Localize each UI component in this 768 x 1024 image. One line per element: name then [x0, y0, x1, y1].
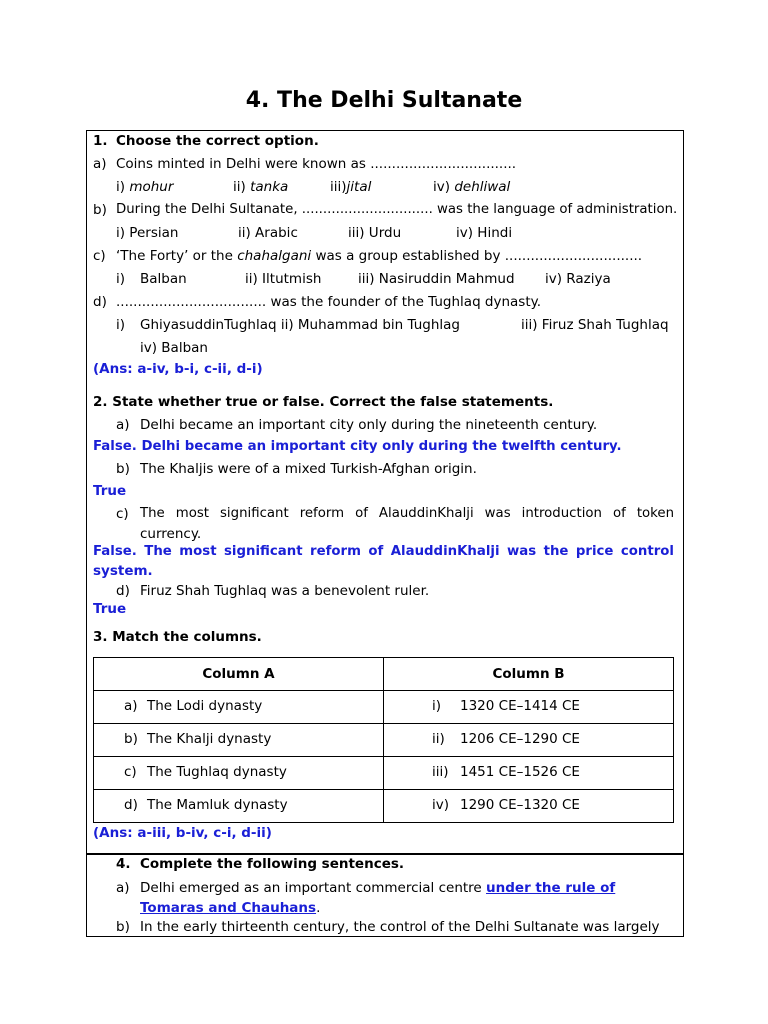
q1b-option-4: iv) Hindi	[456, 225, 513, 241]
q1b-text: During the Delhi Sultanate, ............................... was the language of administration.	[116, 202, 678, 217]
row-b-label: b)	[124, 731, 138, 747]
q1a-option-4: iv) dehliwal	[433, 179, 511, 195]
q4a-answer-line2: Tomaras and Chauhans	[140, 900, 317, 916]
q2a-text: Delhi became an important city only during the nineteenth century.	[140, 417, 598, 433]
q1a-label: a)	[93, 156, 107, 172]
q4b-text: In the early thirteenth century, the control of the Delhi Sultanate was largely	[140, 919, 660, 935]
row-d-label: d)	[124, 797, 138, 813]
q1c-option-1: Balban	[140, 271, 187, 287]
row-b-dynasty: The Khalji dynasty	[147, 731, 272, 747]
q4-heading: Complete the following sentences.	[140, 856, 405, 872]
q2-heading: 2. State whether true or false. Correct the false statements.	[93, 394, 554, 410]
q2b-label: b)	[116, 461, 130, 477]
table-header-row	[94, 658, 674, 691]
q1c-option-1-num: i)	[116, 271, 126, 287]
q1c-label: c)	[93, 248, 106, 264]
q1a-option-3: iii)jital	[330, 179, 372, 195]
q2c-answer-line2: system.	[93, 563, 153, 579]
q1b-option-3: iii) Urdu	[348, 225, 402, 241]
q2c-label: c)	[116, 506, 129, 522]
q2b-answer: True	[93, 483, 127, 499]
row-iv-label: iv)	[432, 797, 450, 813]
q1a-option-1: i) mohur	[116, 179, 174, 195]
q1d-option-3: iii) Firuz Shah Tughlaq	[521, 317, 669, 333]
q4a-label: a)	[116, 880, 130, 896]
q4a-text-line2: Tomaras and Chauhans.	[140, 900, 321, 916]
q1d-option-4: iv) Balban	[140, 340, 208, 356]
q1b-option-2: ii) Arabic	[238, 225, 298, 241]
column-a-header: Column A	[94, 658, 384, 691]
q2d-text: Firuz Shah Tughlaq was a benevolent ruler.	[140, 583, 430, 599]
q1d-option-1-num: i)	[116, 317, 126, 333]
q4a-answer-line1: under the rule of	[486, 880, 616, 896]
q4-number: 4.	[116, 856, 131, 872]
row-iii-label: iii)	[432, 764, 449, 780]
q4a-text: Delhi emerged as an important commercial centre under the rule of	[140, 880, 616, 896]
q2c-text-line1: The most significant reform of AlauddinKhalji was introduction of token	[140, 506, 674, 521]
q1d-label: d)	[93, 294, 107, 310]
row-c-dynasty: The Tughlaq dynasty	[147, 764, 287, 780]
row-d-dynasty: The Mamluk dynasty	[147, 797, 288, 813]
row-i-period: 1320 CE–1414 CE	[460, 698, 580, 714]
q1-number: 1.	[93, 133, 108, 149]
q2b-text: The Khaljis were of a mixed Turkish-Afghan origin.	[140, 461, 477, 477]
q2c-answer-line1: False. The most significant reform of AlauddinKhalji was the price control	[93, 544, 674, 559]
q1c-option-3: iii) Nasiruddin Mahmud	[358, 271, 515, 287]
q1c-option-2: ii) Iltutmish	[245, 271, 322, 287]
q3-heading: 3. Match the columns.	[93, 629, 262, 645]
row-iii-period: 1451 CE–1526 CE	[460, 764, 580, 780]
q1a-text: Coins minted in Delhi were known as ..................................	[116, 156, 517, 172]
row-iv-period: 1290 CE–1320 CE	[460, 797, 580, 813]
column-b-header: Column B	[384, 658, 674, 691]
q3-answer: (Ans: a-iii, b-iv, c-i, d-ii)	[93, 825, 272, 841]
q1b-option-1: i) Persian	[116, 225, 179, 241]
row-i-label: i)	[432, 698, 442, 714]
q2a-answer: False. Delhi became an important city only during the twelfth century.	[93, 439, 622, 454]
q1c-option-4: iv) Raziya	[545, 271, 611, 287]
row-c-label: c)	[124, 764, 137, 780]
row-ii-period: 1206 CE–1290 CE	[460, 731, 580, 747]
row-a-dynasty: The Lodi dynasty	[147, 698, 263, 714]
table-row	[94, 691, 674, 724]
row-a-label: a)	[124, 698, 138, 714]
match-table	[93, 657, 674, 823]
q2d-label: d)	[116, 583, 130, 599]
row-ii-label: ii)	[432, 731, 445, 747]
page-title: 4. The Delhi Sultanate	[245, 88, 523, 113]
q1c-text: ‘The Forty’ or the chahalgani was a group established by ................................	[116, 248, 643, 264]
q1-heading: Choose the correct option.	[116, 133, 319, 149]
q1-answer: (Ans: a-iv, b-i, c-ii, d-i)	[93, 361, 263, 377]
q4b-label: b)	[116, 919, 130, 935]
q1d-text: ................................... was the founder of the Tughlaq dynasty.	[116, 294, 541, 310]
table-row	[94, 724, 674, 757]
table-row	[94, 790, 674, 823]
q2c-text-line2: currency.	[140, 526, 202, 542]
q2d-answer: True	[93, 601, 127, 617]
q2a-label: a)	[116, 417, 130, 433]
q1b-label: b)	[93, 202, 107, 218]
q1d-option-1-2: GhiyasuddinTughlaq ii) Muhammad bin Tughlag	[140, 317, 460, 333]
table-row	[94, 757, 674, 790]
q1a-option-2: ii) tanka	[233, 179, 289, 195]
